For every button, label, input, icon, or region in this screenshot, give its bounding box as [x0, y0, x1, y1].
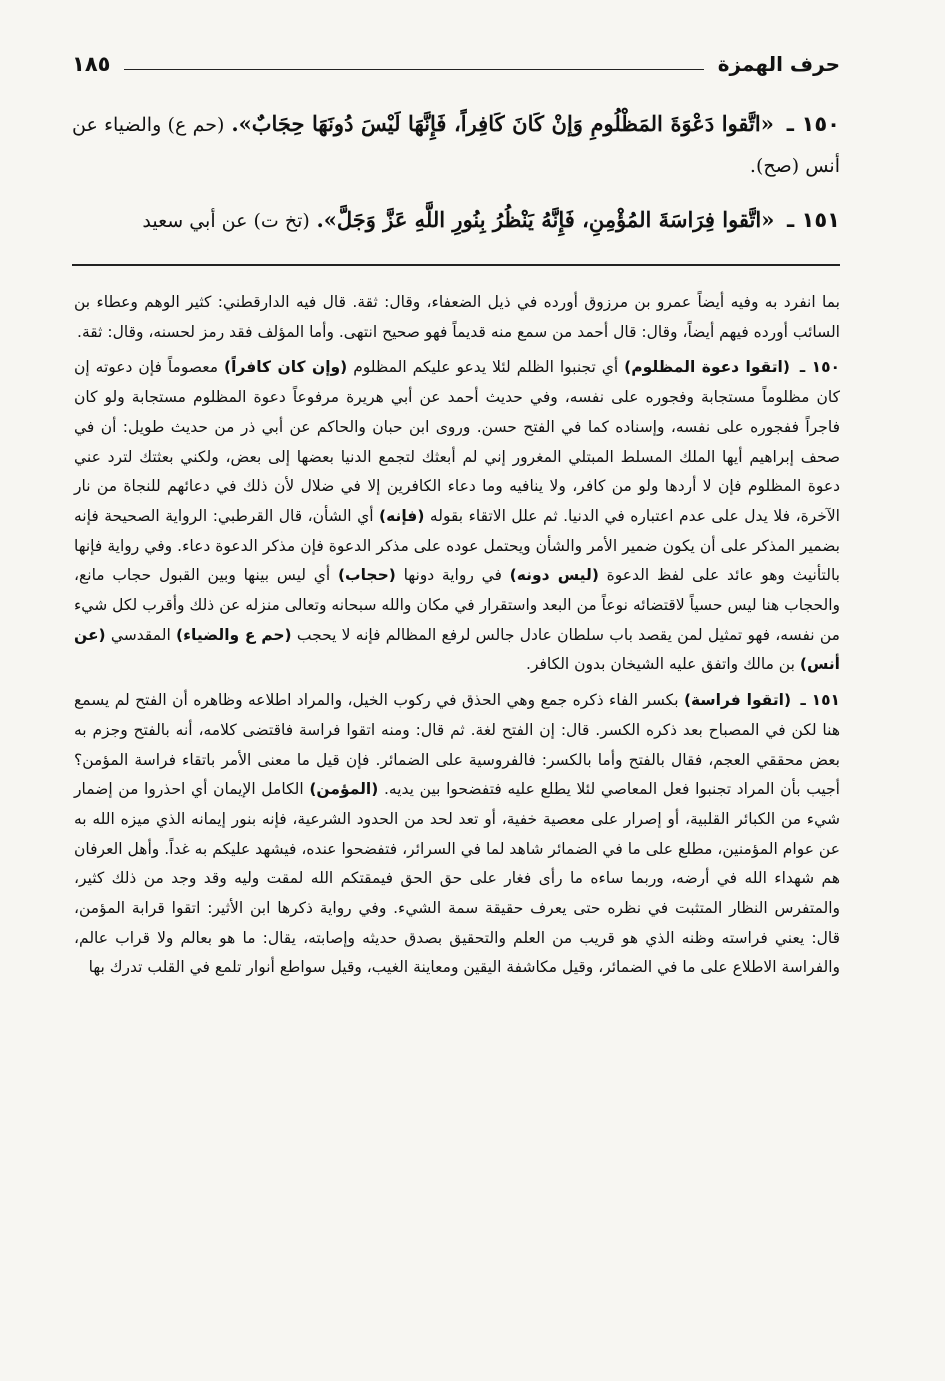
commentary-text: معصوماً فإن دعوته إن كان مظلوماً مستجابة وفجوره على نفسه، وفي حديث أحمد عن أبي هريرة مرفوعاً دعوة المظلوم مستجابة ولو كان فاجراً ففجوره على نفسه، وإسناده كما في الفتح حسن. وروى ابن حبان والحاكم عن أبي ذر من حديث طويل: أن في صحف إبراهيم أيها الملك المسلط المبتلي المغرور إني لم أبعثك لتجمع الدنيا بعضها إلى بعض، ولكني بعثتك لترد عني دعوة المظلوم فإن لا أردها ولو من كافر، ولا ينافيه وما دعاء الكافرين إلا في ضلال لأن ذلك في دعائهم للنجاة من نار الآخرة، فلا يدل على عدم اعتباره في الدنيا. ثم علل الاتقاء بقوله — [74, 358, 840, 525]
hadith-text — [72, 104, 840, 255]
commentary-text: بكسر الفاء ذكره جمع وهي الحذق في ركوب الخيل، والمراد اطلاعه وظاهره أن الفتح لم يسمع هنا لكن في المصباح بعد ذكره الكسر. قال: إن الفتح لغة. ثم قال: ومنه اتقوا فراسة فاقتضى كلامه، أنه بالفتح وجزم به بعض محققي العجم، فقال بالفتح وأما بالكسر: فالفروسية على الضمائر. فإن قيل ما معنى الأمر باتقاء فراسة المؤمن؟ أجيب بأن المراد تجنبوا فعل المعاصي لئلا يطلع عليه فتفضحوا بين يديه. — [74, 691, 840, 799]
commentary-text: المقدسي — [110, 625, 171, 644]
commentary-intro: بما انفرد به وفيه أيضاً عمرو بن مرزوق أورده في ذيل الضعفاء، وقال: ثقة. قال فيه الدارقطني: كثير الوهم وعطاء بن السائب أورده فيهم أيضاً، وقال: قال أحمد من سمع منه قديماً فهو صحيح انتهى. وأما المؤلف فقد رمز لحسنه، وقال: ثقة. — [74, 293, 840, 341]
hadith-source: (حم ع) والضياء عن أنس (صح). — [72, 114, 840, 177]
commentary-150 — [74, 353, 840, 680]
page-number: ١٨٥ — [72, 52, 111, 76]
commentary-text: الكامل الإيمان أي احذروا من إضمار شيء من الكبائر القلبية، أو إصرار على معصية خفية، أو تعد لحد من الحدود الشرعية، فإنه بنور إيمانه الذي ميزه الله به عن عوام المؤمنين، مطلع على ما في الضمائر شاهد لما في السرائر، فتفضحوا عنده، فيشهد عليكم به غداً. وأهل العرفان هم شهداء الله في أرضه، وربما ساءه ما رأى فغار على حق الحق فيمقتكم الله لمقت وليه وقد وجد من ذلك كثير، والمتفرس النظار المتثبت في نظره حتى يعرف حقيقة سمة الشيء. وفي رواية ذكرها ابن الأثير: اتقوا قرابة المؤمن، قال: يعني فراسته وظنه الذي هو قريب من العلم والتحقيق بصدق حديثه وإصابته، يقال: ما هو بعالم ولا قراب عالم، والفراسة الاطلاع على ما في الضمائر، وقيل مكاشفة اليقين ومعاينة الغيب، وقيل سواطع أنوار تلمع في القلب تدرك بها — [74, 780, 840, 977]
hadith-151 — [72, 200, 840, 241]
hadith-number: ١٥٠ ـ — [786, 112, 840, 136]
lemma: (اتقوا فراسة) — [683, 691, 792, 710]
running-header — [72, 44, 840, 84]
commentary-text: في رواية دونها — [403, 566, 502, 585]
hadith-150 — [72, 104, 840, 186]
lemma: (المؤمن) — [309, 780, 379, 799]
lemma: (حجاب) — [337, 566, 396, 585]
commentary-number: ١٥١ ـ — [800, 691, 841, 710]
commentary-text: بن مالك واتفق عليه الشيخان بدون الكافر. — [526, 655, 795, 674]
lemma: (اتقوا دعوة المظلوم) — [624, 358, 790, 377]
commentary-text: أي ليس بينها وبين القبول حجاب مانع، والحجاب هنا ليس حسياً لاقتضائه نوعاً من البعد واستقرار في مكان والله سبحانه وتعالى منزله عن ذلك وأقرب لكل شيء من نفسه، فهو تمثيل لمن يقصد باب سلطان عادل جالس لرفع المظالم فإنه لا يحجب — [74, 566, 840, 644]
lemma: (ليس دونه) — [509, 566, 599, 585]
hadith-source: (تخ ت) عن أبي سعيد — [142, 210, 310, 232]
commentary-number: ١٥٠ ـ — [799, 358, 840, 377]
lemma: (فإنه) — [379, 506, 425, 525]
hadith-number: ١٥١ ـ — [787, 208, 840, 232]
footnote-separator — [72, 264, 840, 266]
commentary-151 — [74, 686, 840, 983]
chapter-title: حرف الهمزة — [717, 52, 840, 76]
commentary — [74, 288, 840, 989]
hadith-body: «اتَّقوا فِرَاسَةَ المُؤْمِنِ، فَإِنَّهُ يَنْظُرُ بِنُورِ اللَّهِ عَزَّ وَجَلَّ». — [316, 207, 775, 232]
lemma: (وإن كان كافراً) — [224, 358, 348, 377]
lemma: (عن أنس) — [74, 625, 840, 674]
lemma: (حم ع والضياء) — [176, 625, 292, 644]
commentary-text: أي تجنبوا الظلم لئلا يدعو عليكم المظلوم — [353, 358, 619, 377]
commentary-text: أي الشأن، قال القرطبي: الرواية الصحيحة فإنه بضمير المذكر على أن يكون ضمير الأمر والشأن ويحتمل عوده على مذكر الدعوة فإن مذكر الدعوة دعاء. وفي رواية فإنها بالتأنيث وهو عائد على لفظ الدعوة — [74, 506, 840, 585]
header-rule — [124, 69, 703, 70]
hadith-body: «اتَّقوا دَعْوَةَ المَظْلُومِ وَإنْ كَانَ كَافِراً، فَإِنَّهَا لَيْسَ دُونَهَا حِجَابٌ». — [231, 111, 774, 136]
